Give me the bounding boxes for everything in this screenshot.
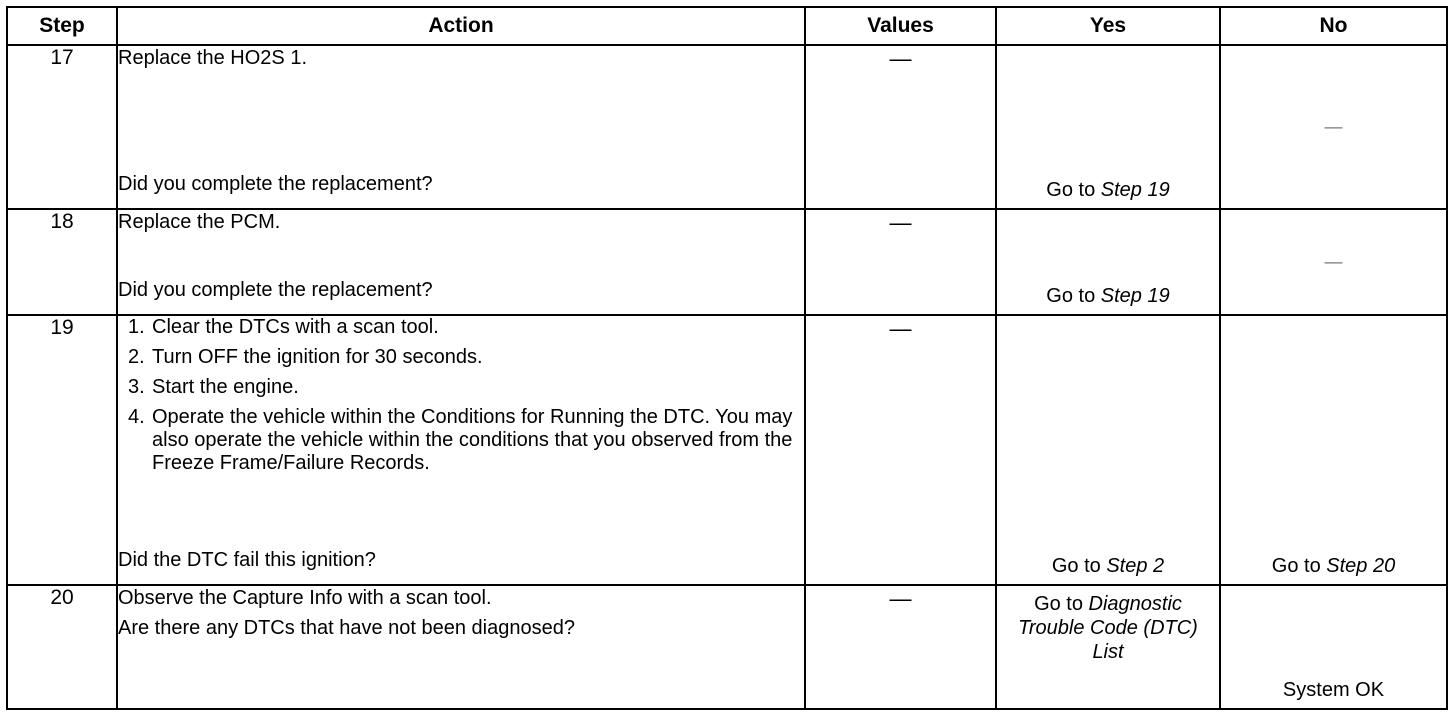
header-values: Values <box>805 7 996 45</box>
step-number: 18 <box>7 209 117 315</box>
list-item: 1. Clear the DTCs with a scan tool. <box>128 316 439 338</box>
table-row-20 <box>7 585 1447 709</box>
action-cell <box>117 209 805 315</box>
action-question: Did the DTC fail this ignition? <box>118 549 376 571</box>
header-action: Action <box>117 7 805 45</box>
yes-cell <box>996 585 1220 709</box>
yes-dtc-list-link[interactable]: Diagnostic Trouble Code (DTC) List <box>1018 593 1198 663</box>
action-question: Are there any DTCs that have not been diagnosed? <box>118 617 575 639</box>
values-dash: — <box>889 586 912 611</box>
action-cell <box>117 45 805 209</box>
values-cell <box>805 585 996 709</box>
yes-step-link[interactable]: Step 19 <box>1100 285 1170 307</box>
no-system-ok: System OK <box>1282 679 1385 701</box>
diagnostic-table <box>6 6 1448 710</box>
values-dash: — <box>889 210 912 235</box>
yes-step-link[interactable]: Step 19 <box>1100 179 1170 201</box>
values-dash: — <box>889 46 912 71</box>
header-row <box>7 7 1447 45</box>
step-number: 17 <box>7 45 117 209</box>
action-question: Did you complete the replacement? <box>118 279 433 301</box>
no-cell <box>1220 315 1447 585</box>
action-text: Replace the HO2S 1. <box>118 47 307 69</box>
header-no: No <box>1220 7 1447 45</box>
yes-step-link[interactable]: Step 2 <box>1106 555 1165 577</box>
no-dash: — <box>1324 251 1343 272</box>
action-cell <box>117 315 805 585</box>
yes-goto[interactable]: Go to Step 19 <box>1046 285 1170 307</box>
yes-cell <box>996 209 1220 315</box>
header-yes: Yes <box>996 7 1220 45</box>
list-item: 2. Turn OFF the ignition for 30 seconds. <box>128 346 483 368</box>
yes-goto[interactable]: Go to Step 2 <box>1051 555 1165 577</box>
list-item: 4. Operate the vehicle within the Conditions for Running the DTC. You may also operate the vehicle within the conditions that you observed from the Freeze Frame/Failure Records. <box>128 406 793 474</box>
list-item: 3. Start the engine. <box>128 376 299 398</box>
action-text: Observe the Capture Info with a scan tool. <box>118 587 492 609</box>
values-dash: — <box>889 316 912 341</box>
values-cell <box>805 45 996 209</box>
step-number: 19 <box>7 315 117 585</box>
action-question: Did you complete the replacement? <box>118 173 433 195</box>
header-step: Step <box>7 7 117 45</box>
no-goto[interactable]: Go to Step 20 <box>1271 555 1396 577</box>
no-cell <box>1220 45 1447 209</box>
table-row-17 <box>7 45 1447 209</box>
action-text: Replace the PCM. <box>118 211 281 233</box>
yes-cell <box>996 45 1220 209</box>
step-number: 20 <box>7 585 117 709</box>
table-row-18 <box>7 209 1447 315</box>
action-steps-list <box>118 316 804 475</box>
no-cell <box>1220 209 1447 315</box>
yes-goto[interactable]: Go to Diagnostic Trouble Code (DTC) List <box>1018 593 1198 663</box>
no-dash: — <box>1324 116 1343 137</box>
yes-goto[interactable]: Go to Step 19 <box>1046 179 1170 201</box>
values-cell <box>805 209 996 315</box>
no-step-link[interactable]: Step 20 <box>1326 555 1396 577</box>
values-cell <box>805 315 996 585</box>
action-cell <box>117 585 805 709</box>
yes-cell <box>996 315 1220 585</box>
table-row-19 <box>7 315 1447 585</box>
no-cell <box>1220 585 1447 709</box>
